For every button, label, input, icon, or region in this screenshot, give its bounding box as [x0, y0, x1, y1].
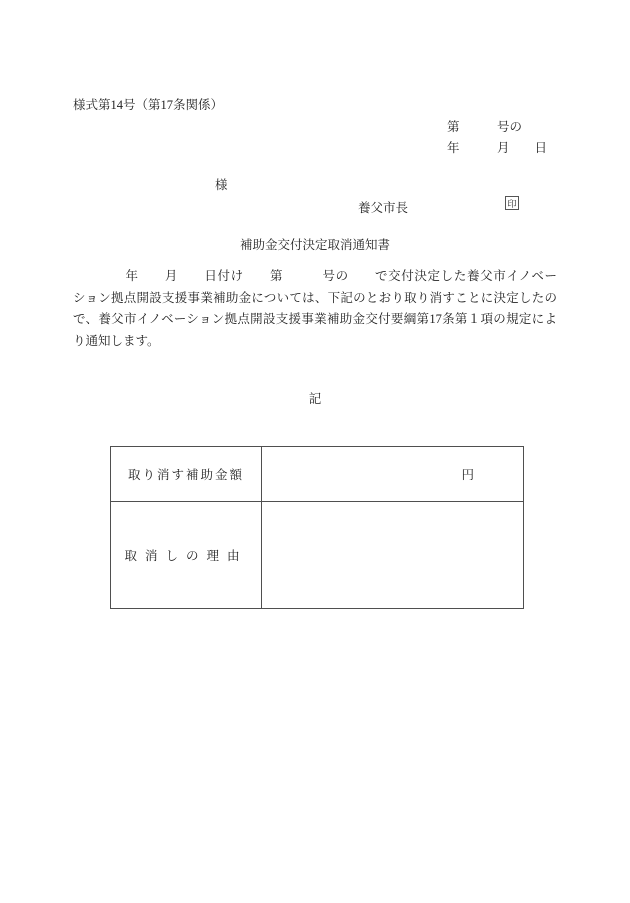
addressee-suffix: 様 [215, 178, 228, 192]
date-line: 年 月 日 [447, 141, 548, 155]
form-number: 様式第14号（第17条関係） [73, 98, 224, 112]
amount-label-cell [111, 447, 262, 502]
body-paragraph [73, 266, 557, 352]
amount-value-cell [262, 447, 524, 502]
amount-unit-yen: 円 [461, 468, 474, 482]
amount-label: 取り消す補助金額 [127, 468, 244, 482]
reason-label: 取消しの理由 [124, 549, 248, 563]
table-row-amount [111, 447, 524, 502]
body-line: り通知します。 [73, 333, 160, 348]
table-row-reason [111, 502, 524, 609]
document-title: 補助金交付決定取消通知書 [239, 238, 390, 252]
seal-placeholder: 印 [505, 196, 519, 210]
cancellation-table [110, 446, 524, 609]
body-line: ション拠点開設支援事業補助金については、下記のとおり取り消すことに決定したの [73, 290, 557, 305]
reason-label-cell [111, 502, 262, 609]
document-number-line: 第 号の [447, 120, 523, 134]
body-line: 年 月 日付け 第 号の で交付決定した養父市イノベー [73, 269, 557, 283]
record-marker: 記 [308, 392, 322, 406]
reason-value-cell [262, 502, 524, 609]
body-line: で、養父市イノベーション拠点開設支援事業補助金交付要綱第17条第１項の規定によ [73, 312, 557, 326]
sender-title: 養父市長 [358, 201, 409, 215]
